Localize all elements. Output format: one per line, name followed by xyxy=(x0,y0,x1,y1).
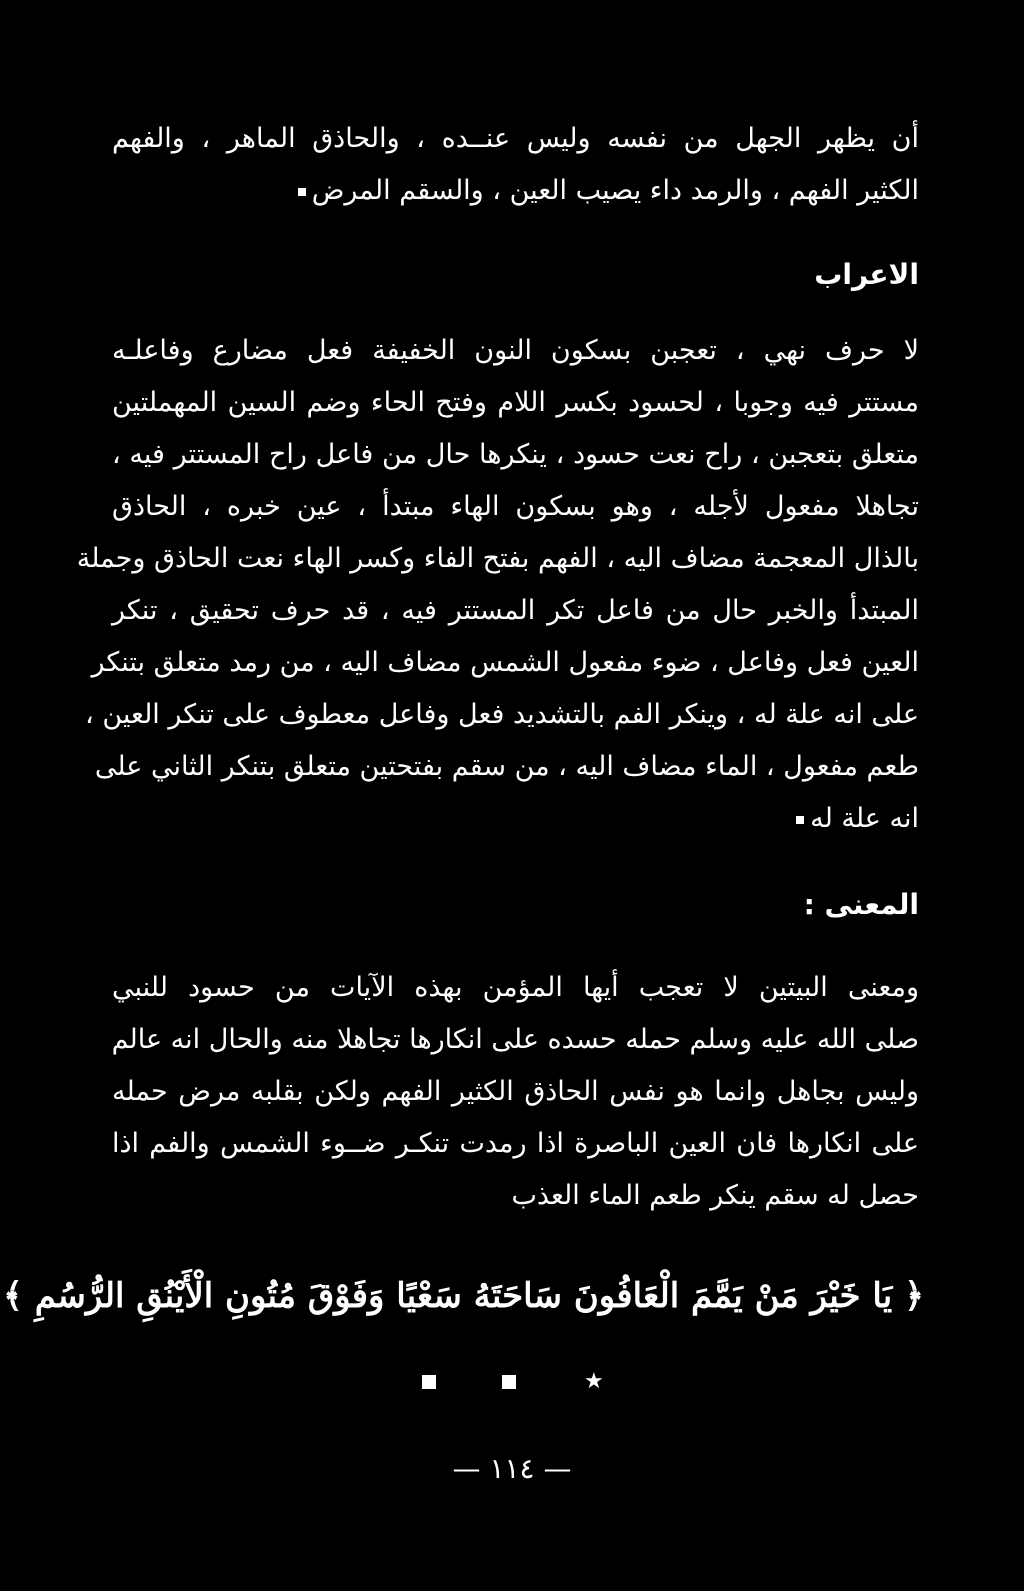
iarab-paragraph xyxy=(76,325,919,845)
square-ornament-icon xyxy=(502,1375,516,1389)
mana-line: وليس بجاهل وانما هو نفس الحاذق الكثير الفهم ولكن بقلبه مرض حمله xyxy=(112,1076,919,1107)
page-number: — ١١٤ — xyxy=(452,1452,572,1485)
intro-paragraph xyxy=(112,113,919,217)
mana-line: حصل له سقم ينكر طعم الماء العذب xyxy=(511,1180,919,1211)
section-heading-mana: المعنى : xyxy=(803,888,919,921)
mana-line: على انكارها فان العين الباصرة اذا رمدت تنكـر ضــوء الشمس والفم اذا xyxy=(112,1128,919,1159)
poem-verse: ﴿ يَا خَيْرَ مَنْ يَمَّمَ الْعَافُونَ سَاحَتَهُ سَعْيًا وَفَوْقَ مُتُونِ الْأَيْنُقِ الرُّسُمِ ﴾ xyxy=(2,1276,924,1316)
paragraph-end-square-icon xyxy=(796,816,804,824)
iarab-line: على انه علة له ، وينكر الفم بالتشديد فعل وفاعل معطوف على تنكر العين ، xyxy=(85,699,919,730)
iarab-line: مستتر فيه وجوبا ، لحسود بكسر اللام وفتح الحاء وضم السين المهملتين xyxy=(112,387,919,418)
iarab-line: طعم مفعول ، الماء مضاف اليه ، من سقم بفتحتين متعلق بتنكر الثاني على xyxy=(94,751,919,782)
iarab-line: بالذال المعجمة مضاف اليه ، الفهم بفتح الفاء وكسر الهاء نعت الحاذق وجملة xyxy=(76,543,919,574)
intro-line: أن يظهر الجهل من نفسه وليس عنــده ، والحاذق الماهر ، والفهم xyxy=(112,123,919,154)
mana-line: ومعنى البيتين لا تعجب أيها المؤمن بهذه الآيات من حسود للنبي xyxy=(112,972,919,1003)
square-ornament-icon xyxy=(422,1375,436,1389)
paragraph-end-square-icon xyxy=(298,188,306,196)
ornament-row xyxy=(0,1369,1024,1405)
iarab-line: تجاهلا مفعول لأجله ، وهو بسكون الهاء مبتدأ ، عين خبره ، الحاذق xyxy=(112,491,919,522)
mana-line: صلى الله عليه وسلم حمله حسده على انكارها تجاهلا منه والحال انه عالم xyxy=(111,1024,919,1055)
mana-paragraph xyxy=(112,962,919,1222)
iarab-line: متعلق بتعجبن ، راح نعت حسود ، ينكرها حال من فاعل راح المستتر فيه ، xyxy=(112,439,919,470)
iarab-line: انه علة له xyxy=(112,793,919,845)
intro-line: الكثير الفهم ، والرمد داء يصيب العين ، والسقم المرض xyxy=(112,165,919,217)
section-heading-iarab: الاعراب xyxy=(814,258,919,291)
star-ornament-icon: ★ xyxy=(584,1369,604,1394)
iarab-line: المبتدأ والخبر حال من فاعل تكر المستتر فيه ، قد حرف تحقيق ، تنكر xyxy=(112,595,919,626)
iarab-line: لا حرف نهي ، تعجبن بسكون النون الخفيفة فعل مضارع وفاعلـه xyxy=(112,335,919,366)
iarab-line: العين فعل وفاعل ، ضوء مفعول الشمس مضاف اليه ، من رمد متعلق بتنكر xyxy=(91,647,919,678)
